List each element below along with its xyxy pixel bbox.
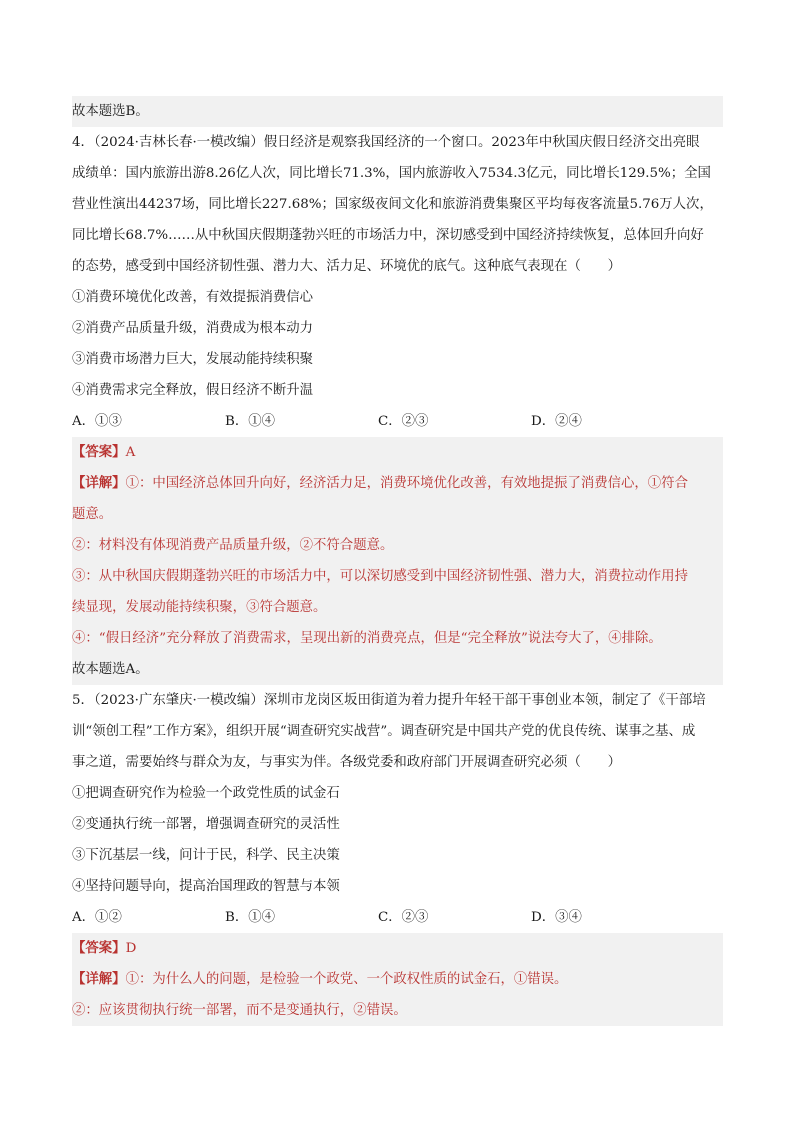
- answer-tag: 【答案】: [72, 444, 126, 460]
- q5-statement: ③下沉基层一线，问计于民，科学、民主决策: [72, 848, 340, 863]
- q5-option-c: C．②③: [378, 910, 429, 925]
- q4-option-c: C．②③: [378, 414, 429, 429]
- q4-detail-line: 题意。: [72, 499, 723, 530]
- q4-detail-line: ④：“假日经济”充分释放了消费需求，呈现出新的消费亮点，但是“完全释放”说法夸大了，④排除。: [72, 623, 723, 654]
- q4-option-d: D．②④: [531, 414, 582, 429]
- q4-statement: ④消费需求完全释放，假日经济不断升温: [72, 383, 314, 398]
- q4-options: [72, 406, 723, 437]
- q4-stem-line: 的态势，感受到中国经济韧性强、潜力大、活力足、环境优的底气。这种底气表现在（ ）: [72, 259, 622, 274]
- detail-tag: 【详解】: [72, 475, 126, 491]
- q5-statement: ①把调查研究作为检验一个政党性质的试金石: [72, 786, 340, 801]
- q5-statement: ④坚持问题导向，提高治国理政的智慧与本领: [72, 879, 340, 894]
- q4-stem-line: 同比增长68.7%……从中秋国庆假期蓬勃兴旺的市场活力中，深切感受到中国经济持续恢复，总体回升向好: [72, 228, 704, 243]
- detail-tag: 【详解】: [72, 971, 126, 987]
- answer-value: D: [125, 941, 137, 956]
- q5-option-a: A．①②: [72, 910, 122, 925]
- q4-detail-line: [72, 468, 723, 499]
- q4-stem-line: 4．（2024·吉林长春·一模改编）假日经济是观察我国经济的一个窗口。2023年中秋国庆假日经济交出亮眼: [72, 135, 700, 150]
- page-content: [72, 96, 723, 1026]
- q4-detail-line: 续显现，发展动能持续积聚，③符合题意。: [72, 592, 723, 623]
- answer-tag: 【答案】: [72, 940, 126, 956]
- q4-statement: ③消费市场潜力巨大，发展动能持续积聚: [72, 352, 314, 367]
- q5-stem-line: 5．（2023·广东肇庆·一模改编）深圳市龙岗区坂田街道为着力提升年轻干部干事创业本领，制定了《干部培: [72, 693, 706, 708]
- q4-stem-line: 营业性演出44237场，同比增长227.68%；国家级夜间文化和旅游消费集聚区平均每夜客流量5.76万人次，: [72, 197, 713, 212]
- q4-detail-first: ①：中国经济总体回升向好，经济活力足，消费环境优化改善，有效地提振了消费信心，①符合: [125, 476, 688, 491]
- q4-detail-line: ②：材料没有体现消费产品质量升级，②不符合题意。: [72, 530, 723, 561]
- question-4: [72, 127, 723, 685]
- q4-answer: [72, 437, 723, 468]
- q4-statement: ②消费产品质量升级，消费成为根本动力: [72, 321, 314, 336]
- question-5: [72, 685, 723, 1026]
- q5-detail-line: ②：应该贯彻执行统一部署，而不是变通执行，②错误。: [72, 995, 723, 1026]
- q3-conclusion: 故本题选B。: [72, 96, 723, 127]
- q4-stem-line: 成绩单：国内旅游出游8.26亿人次，同比增长71.3%，国内旅游收入7534.3亿元，同比增长129.5%；全国: [72, 166, 711, 181]
- q4-detail-line: ③：从中秋国庆假期蓬勃兴旺的市场活力中，可以深切感受到中国经济韧性强、潜力大，消费拉动作用持: [72, 561, 723, 592]
- q5-options: [72, 902, 723, 933]
- q5-answer: [72, 933, 723, 964]
- q5-detail-line: [72, 964, 723, 995]
- q4-option-a: A．①③: [72, 414, 122, 429]
- q4-option-b: B．①④: [225, 414, 276, 429]
- q4-statement: ①消费环境优化改善，有效提振消费信心: [72, 290, 314, 305]
- q5-option-d: D．③④: [531, 910, 582, 925]
- answer-value: A: [125, 445, 136, 460]
- q4-conclusion: 故本题选A。: [72, 654, 723, 685]
- q5-detail-first: ①：为什么人的问题，是检验一个政党、一个政权性质的试金石，①错误。: [125, 972, 568, 987]
- q5-option-b: B．①④: [225, 910, 276, 925]
- q5-statement: ②变通执行统一部署，增强调查研究的灵活性: [72, 817, 340, 832]
- q5-stem-line: 事之道，需要始终与群众为友，与事实为伴。各级党委和政府部门开展调查研究必须（ ）: [72, 755, 622, 770]
- q5-stem-line: 训“领创工程”工作方案》，组织开展“调查研究实战营”。调查研究是中国共产党的优良传统、谋事之基、成: [72, 724, 696, 739]
